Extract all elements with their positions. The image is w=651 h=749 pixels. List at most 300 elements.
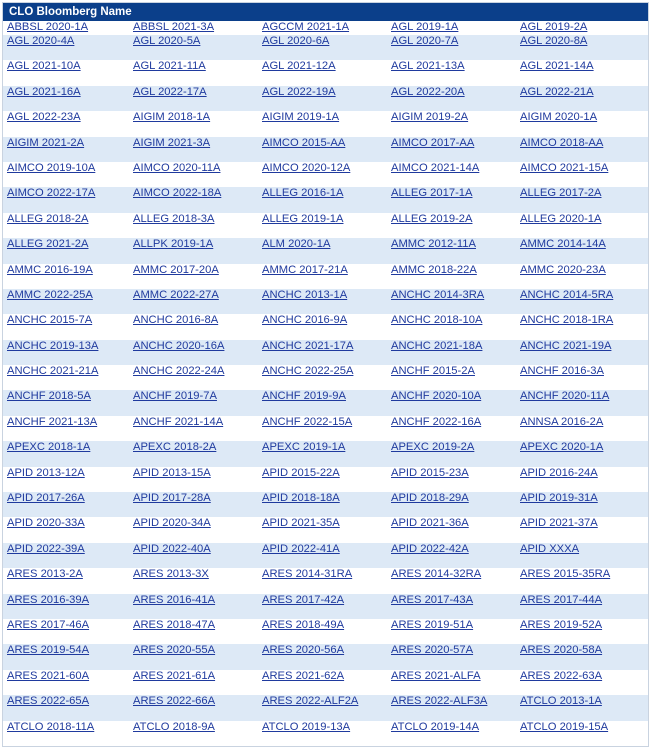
clo-name-link[interactable]: AIMCO 2019-10A [7, 161, 96, 174]
table-cell [387, 670, 516, 683]
clo-name-link[interactable]: ABBSL 2020-1A [7, 21, 89, 33]
clo-name-link[interactable]: AGL 2021-14A [520, 60, 594, 73]
clo-name-link[interactable]: ARES 2013-3X [133, 568, 209, 581]
table-cell [387, 543, 516, 556]
clo-name-link[interactable]: AIGIM 2018-1A [133, 111, 211, 124]
table-cell [3, 238, 129, 251]
table-cell [387, 619, 516, 632]
table-row [3, 60, 648, 85]
clo-name-link[interactable]: ATCLO 2019-13A [262, 720, 351, 733]
table-cell [258, 543, 387, 556]
clo-name-link[interactable]: ARES 2015-35RA [520, 568, 611, 581]
table-cell [516, 492, 648, 505]
table-cell [129, 340, 258, 353]
table-cell [3, 264, 129, 277]
table-cell [258, 390, 387, 403]
clo-name-link[interactable]: APID 2016-24A [520, 466, 598, 479]
table-cell [516, 314, 648, 327]
table-cell [3, 517, 129, 530]
clo-name-link[interactable]: AIMCO 2022-17A [7, 187, 96, 200]
clo-name-link[interactable]: ANCHC 2013-1A [262, 288, 348, 301]
table-cell [516, 213, 648, 226]
clo-name-link[interactable]: APID 2022-40A [133, 542, 211, 555]
clo-name-link[interactable]: ANCHF 2020-11A [520, 390, 610, 403]
table-row [3, 594, 648, 619]
clo-name-link[interactable]: ARES 2020-55A [133, 644, 216, 657]
table-cell [129, 314, 258, 327]
table-cell [258, 187, 387, 200]
table-cell [129, 644, 258, 657]
clo-name-link[interactable]: ALLEG 2019-1A [262, 212, 344, 225]
clo-name-link[interactable]: ANCHC 2021-18A [391, 339, 483, 352]
table-cell [516, 467, 648, 480]
clo-name-link[interactable]: AGCCM 2021-1A [262, 21, 350, 33]
table-cell [387, 314, 516, 327]
table-row [3, 441, 648, 466]
clo-name-link[interactable]: ANCHC 2022-24A [133, 365, 225, 378]
table-cell [516, 60, 648, 73]
clo-name-link[interactable]: AIMCO 2020-11A [133, 161, 221, 174]
clo-name-link[interactable]: ANCHC 2016-8A [133, 314, 219, 327]
table-cell [3, 721, 129, 734]
clo-name-link[interactable]: ARES 2019-52A [520, 618, 603, 631]
table-cell [129, 517, 258, 530]
table-row [3, 289, 648, 314]
clo-name-link[interactable]: APID XXXA [520, 542, 580, 555]
table-row [3, 238, 648, 263]
clo-name-link[interactable]: ALLEG 2019-2A [391, 212, 473, 225]
table-cell [3, 441, 129, 454]
table-cell [258, 416, 387, 429]
table-row [3, 619, 648, 644]
clo-name-link[interactable]: APID 2021-37A [520, 517, 598, 530]
table-cell [516, 238, 648, 251]
clo-name-link[interactable]: APEXC 2020-1A [520, 441, 604, 454]
table-cell [129, 365, 258, 378]
table-cell [258, 721, 387, 734]
clo-name-link[interactable]: APID 2018-18A [262, 492, 340, 505]
clo-name-link[interactable]: ARES 2014-32RA [391, 568, 482, 581]
table-cell [258, 568, 387, 581]
table-cell [258, 137, 387, 150]
table-cell [387, 467, 516, 480]
clo-name-link[interactable]: ARES 2017-44A [520, 593, 603, 606]
table-cell [516, 517, 648, 530]
clo-name-link[interactable]: ARES 2021-ALFA [391, 669, 481, 682]
clo-name-link[interactable]: ANCHC 2022-25A [262, 365, 354, 378]
clo-name-link[interactable]: ARES 2021-60A [7, 669, 90, 682]
table-row [3, 162, 648, 187]
clo-name-link[interactable]: ARES 2018-47A [133, 618, 216, 631]
table-cell [3, 594, 129, 607]
table-row [3, 213, 648, 238]
clo-name-link[interactable]: APID 2013-15A [133, 466, 211, 479]
clo-name-link[interactable]: ANCHC 2016-9A [262, 314, 348, 327]
table-cell [516, 365, 648, 378]
table-cell [3, 390, 129, 403]
clo-name-link[interactable]: ANCHC 2018-10A [391, 314, 483, 327]
clo-name-link[interactable]: AIMCO 2021-15A [520, 161, 609, 174]
table-cell [387, 390, 516, 403]
clo-name-link[interactable]: ARES 2014-31RA [262, 568, 353, 581]
clo-name-link[interactable]: AIGIM 2021-2A [7, 136, 85, 149]
clo-name-link[interactable]: APEXC 2018-2A [133, 441, 217, 454]
table-cell [258, 21, 387, 34]
clo-name-link[interactable]: AMMC 2017-21A [262, 263, 348, 276]
table-cell [516, 187, 648, 200]
table-cell [387, 289, 516, 302]
table-cell [3, 213, 129, 226]
clo-name-link[interactable]: AGL 2021-10A [7, 60, 81, 73]
clo-name-link[interactable]: ARES 2020-57A [391, 644, 474, 657]
table-cell [129, 289, 258, 302]
clo-name-link[interactable]: AGL 2021-13A [391, 60, 465, 73]
table-cell [387, 492, 516, 505]
clo-name-link[interactable]: APID 2015-23A [391, 466, 469, 479]
clo-name-link[interactable]: APID 2015-22A [262, 466, 340, 479]
clo-name-link[interactable]: APEXC 2018-1A [7, 441, 91, 454]
table-cell [516, 670, 648, 683]
clo-name-link[interactable]: AGL 2022-17A [133, 85, 207, 98]
table-cell [516, 111, 648, 124]
clo-name-link[interactable]: APID 2017-28A [133, 492, 211, 505]
clo-name-link[interactable]: ANCHF 2021-13A [7, 415, 98, 428]
clo-name-link[interactable]: AIGIM 2021-3A [133, 136, 211, 149]
clo-name-link[interactable]: AIMCO 2018-AA [520, 136, 604, 149]
table-cell [258, 619, 387, 632]
clo-name-link[interactable]: AMMC 2022-27A [133, 288, 219, 301]
table-cell [3, 467, 129, 480]
table-cell [129, 137, 258, 150]
table-row [3, 517, 648, 542]
table-cell [387, 86, 516, 99]
clo-name-link[interactable]: APID 2019-31A [520, 492, 598, 505]
table-cell [516, 21, 648, 34]
clo-name-link[interactable]: ARES 2017-46A [7, 618, 90, 631]
clo-name-link[interactable]: ALLPK 2019-1A [133, 238, 214, 251]
clo-name-link[interactable]: APID 2020-34A [133, 517, 211, 530]
table-cell [387, 365, 516, 378]
table-cell [258, 264, 387, 277]
clo-name-link[interactable]: ARES 2020-56A [262, 644, 345, 657]
clo-name-link[interactable]: ARES 2017-43A [391, 593, 474, 606]
clo-name-link[interactable]: ANCHF 2015-2A [391, 365, 475, 378]
clo-name-link[interactable]: ARES 2013-2A [7, 568, 83, 581]
clo-name-link[interactable]: ALLEG 2018-3A [133, 212, 215, 225]
table-cell [516, 137, 648, 150]
clo-name-link[interactable]: ARES 2022-ALF3A [391, 695, 488, 708]
clo-name-link[interactable]: AGL 2019-2A [520, 21, 588, 33]
table-cell [129, 416, 258, 429]
table-cell [3, 416, 129, 429]
table-cell [3, 619, 129, 632]
clo-name-link[interactable]: AIMCO 2020-12A [262, 161, 351, 174]
clo-name-link[interactable]: ALLEG 2018-2A [7, 212, 89, 225]
table-cell [129, 162, 258, 175]
table-row [3, 137, 648, 162]
table-cell [258, 670, 387, 683]
table-row [3, 390, 648, 415]
clo-name-link[interactable]: AGL 2020-6A [262, 35, 330, 47]
table-row [3, 35, 648, 60]
clo-name-link[interactable]: ABBSL 2021-3A [133, 21, 215, 33]
clo-name-link[interactable]: AGL 2022-21A [520, 85, 594, 98]
clo-name-link[interactable]: ALLEG 2017-2A [520, 187, 602, 200]
clo-name-link[interactable]: ATCLO 2019-14A [391, 720, 480, 733]
clo-name-link[interactable]: ARES 2019-54A [7, 644, 90, 657]
clo-name-link[interactable]: AGL 2020-8A [520, 35, 588, 47]
table-cell [3, 21, 129, 34]
clo-name-link[interactable]: ARES 2018-49A [262, 618, 345, 631]
table-cell [3, 644, 129, 657]
clo-name-link[interactable]: AIMCO 2017-AA [391, 136, 475, 149]
clo-name-link[interactable]: APID 2018-29A [391, 492, 469, 505]
clo-name-link[interactable]: ANCHF 2018-5A [7, 390, 91, 403]
table-row [3, 721, 648, 746]
clo-name-link[interactable]: ANCHC 2015-7A [7, 314, 93, 327]
clo-name-link[interactable]: ARES 2016-41A [133, 593, 216, 606]
table-header: CLO Bloomberg Name [3, 3, 648, 21]
clo-name-link[interactable]: AIGIM 2019-1A [262, 111, 340, 124]
table-row [3, 416, 648, 441]
table-cell [516, 721, 648, 734]
table-body [3, 21, 648, 746]
table-cell [387, 35, 516, 48]
table-cell [258, 35, 387, 48]
clo-name-link[interactable]: AGL 2021-12A [262, 60, 336, 73]
table-row [3, 340, 648, 365]
table-cell [3, 162, 129, 175]
table-row [3, 670, 648, 695]
table-cell [129, 543, 258, 556]
table-cell [3, 60, 129, 73]
table-cell [258, 492, 387, 505]
table-cell [3, 670, 129, 683]
clo-name-link[interactable]: AMMC 2018-22A [391, 263, 477, 276]
clo-name-link[interactable]: AGL 2019-1A [391, 21, 459, 33]
table-cell [258, 289, 387, 302]
table-cell [387, 162, 516, 175]
clo-name-link[interactable]: APEXC 2019-1A [262, 441, 346, 454]
clo-name-link[interactable]: ANCHF 2019-9A [262, 390, 346, 403]
clo-name-link[interactable]: AMMC 2012-11A [391, 238, 476, 251]
table-cell [516, 86, 648, 99]
clo-name-link[interactable]: AGL 2021-16A [7, 85, 81, 98]
clo-name-link[interactable]: AGL 2022-19A [262, 85, 336, 98]
table-cell [516, 162, 648, 175]
table-cell [516, 619, 648, 632]
table-cell [129, 721, 258, 734]
clo-name-link[interactable]: ANCHF 2016-3A [520, 365, 604, 378]
table-cell [258, 111, 387, 124]
table-cell [129, 670, 258, 683]
table-row [3, 695, 648, 720]
clo-name-link[interactable]: ANNSA 2016-2A [520, 415, 604, 428]
clo-name-link[interactable]: APID 2020-33A [7, 517, 85, 530]
table-cell [387, 568, 516, 581]
clo-name-link[interactable]: ARES 2022-66A [133, 695, 216, 708]
clo-name-link[interactable]: ANCHC 2018-1RA [520, 314, 614, 327]
table-cell [387, 594, 516, 607]
clo-name-link[interactable]: ATCLO 2018-11A [7, 720, 95, 733]
clo-name-link[interactable]: ARES 2021-62A [262, 669, 345, 682]
table-row [3, 365, 648, 390]
table-cell [129, 441, 258, 454]
clo-name-link[interactable]: ARES 2021-61A [133, 669, 216, 682]
table-cell [3, 111, 129, 124]
clo-name-link[interactable]: ALLEG 2016-1A [262, 187, 344, 200]
clo-name-link[interactable]: ALM 2020-1A [262, 238, 331, 251]
table-cell [258, 695, 387, 708]
table-cell [129, 390, 258, 403]
table-cell [387, 695, 516, 708]
clo-name-link[interactable]: ARES 2022-65A [7, 695, 90, 708]
clo-name-link[interactable]: AMMC 2014-14A [520, 238, 606, 251]
table-cell [3, 187, 129, 200]
table-cell [387, 416, 516, 429]
table-cell [258, 162, 387, 175]
table-cell [129, 213, 258, 226]
clo-name-link[interactable]: ANCHC 2020-16A [133, 339, 225, 352]
clo-name-link[interactable]: ARES 2017-42A [262, 593, 345, 606]
table-cell [516, 594, 648, 607]
table-cell [3, 543, 129, 556]
clo-name-link[interactable]: AIMCO 2022-18A [133, 187, 222, 200]
clo-name-link[interactable]: AIGIM 2019-2A [391, 111, 469, 124]
table-cell [387, 644, 516, 657]
clo-name-link[interactable]: APID 2021-35A [262, 517, 340, 530]
clo-name-link[interactable]: ANCHC 2014-3RA [391, 288, 485, 301]
table-cell [258, 86, 387, 99]
table-cell [3, 568, 129, 581]
clo-name-link[interactable]: ANCHC 2021-17A [262, 339, 354, 352]
clo-name-link[interactable]: AIGIM 2020-1A [520, 111, 598, 124]
table-cell [3, 289, 129, 302]
clo-name-link[interactable]: AIMCO 2021-14A [391, 161, 480, 174]
table-cell [258, 213, 387, 226]
table-cell [258, 340, 387, 353]
clo-name-link[interactable]: AIMCO 2015-AA [262, 136, 346, 149]
clo-name-link[interactable]: AMMC 2022-25A [7, 288, 93, 301]
table-cell [516, 644, 648, 657]
clo-name-link[interactable]: APID 2013-12A [7, 466, 85, 479]
clo-name-link[interactable]: AGL 2020-4A [7, 35, 75, 47]
clo-name-link[interactable]: APID 2022-42A [391, 542, 469, 555]
clo-name-link[interactable]: ANCHC 2019-13A [7, 339, 99, 352]
table-cell [516, 340, 648, 353]
clo-name-link[interactable]: ANCHF 2021-14A [133, 415, 224, 428]
table-cell [387, 238, 516, 251]
clo-name-link[interactable]: AGL 2021-11A [133, 60, 206, 73]
table-cell [258, 60, 387, 73]
table-cell [258, 594, 387, 607]
table-cell [258, 467, 387, 480]
table-cell [129, 35, 258, 48]
clo-name-link[interactable]: AMMC 2016-19A [7, 263, 93, 276]
clo-name-link[interactable]: APID 2022-41A [262, 542, 340, 555]
clo-name-link[interactable]: APID 2021-36A [391, 517, 469, 530]
clo-name-link[interactable]: AGL 2020-7A [391, 35, 459, 47]
table-cell [387, 721, 516, 734]
table-cell [129, 492, 258, 505]
table-cell [258, 441, 387, 454]
clo-name-link[interactable]: AGL 2022-20A [391, 85, 465, 98]
table-cell [258, 238, 387, 251]
clo-name-link[interactable]: AMMC 2020-23A [520, 263, 606, 276]
table-cell [129, 21, 258, 34]
table-row [3, 111, 648, 136]
table-cell [129, 467, 258, 480]
clo-name-link[interactable]: AMMC 2017-20A [133, 263, 219, 276]
clo-name-link[interactable]: AGL 2020-5A [133, 35, 201, 47]
clo-name-link[interactable]: ARES 2019-51A [391, 618, 474, 631]
table-row [3, 644, 648, 669]
clo-name-link[interactable]: ATCLO 2019-15A [520, 720, 609, 733]
table-cell [258, 365, 387, 378]
clo-name-link[interactable]: APID 2022-39A [7, 542, 85, 555]
table-cell [387, 441, 516, 454]
clo-name-link[interactable]: ARES 2016-39A [7, 593, 90, 606]
clo-name-link[interactable]: ANCHF 2020-10A [391, 390, 482, 403]
table-cell [129, 187, 258, 200]
table-cell [3, 695, 129, 708]
table-row [3, 86, 648, 111]
table-cell [129, 238, 258, 251]
table-cell [387, 340, 516, 353]
table-cell [258, 314, 387, 327]
clo-name-link[interactable]: ANCHC 2014-5RA [520, 288, 614, 301]
clo-name-link[interactable]: ATCLO 2018-9A [133, 720, 215, 733]
table-cell [387, 21, 516, 34]
table-cell [129, 111, 258, 124]
table-cell [516, 416, 648, 429]
table-cell [516, 289, 648, 302]
clo-name-link[interactable]: APEXC 2019-2A [391, 441, 475, 454]
table-cell [516, 264, 648, 277]
clo-name-link[interactable]: ARES 2022-63A [520, 669, 603, 682]
clo-name-link[interactable]: ALLEG 2020-1A [520, 212, 602, 225]
clo-name-link[interactable]: ANCHF 2022-15A [262, 415, 353, 428]
clo-name-link[interactable]: ALLEG 2017-1A [391, 187, 473, 200]
table-cell [387, 264, 516, 277]
table-cell [516, 543, 648, 556]
table-cell [3, 35, 129, 48]
clo-name-link[interactable]: AGL 2022-23A [7, 111, 81, 124]
clo-name-link[interactable]: ANCHF 2022-16A [391, 415, 482, 428]
table-row [3, 264, 648, 289]
table-row [3, 467, 648, 492]
table-cell [3, 137, 129, 150]
clo-name-link[interactable]: ALLEG 2021-2A [7, 238, 89, 251]
clo-name-link[interactable]: ANCHC 2021-21A [7, 365, 99, 378]
table-cell [387, 187, 516, 200]
table-row [3, 543, 648, 568]
table-row [3, 21, 648, 35]
table-cell [387, 517, 516, 530]
table-cell [129, 264, 258, 277]
table-cell [387, 137, 516, 150]
clo-name-link[interactable]: ARES 2020-58A [520, 644, 603, 657]
table-row [3, 314, 648, 339]
clo-name-link[interactable]: ANCHC 2021-19A [520, 339, 612, 352]
table-cell [3, 340, 129, 353]
clo-name-link[interactable]: ARES 2022-ALF2A [262, 695, 359, 708]
clo-name-link[interactable]: ANCHF 2019-7A [133, 390, 217, 403]
table-cell [516, 695, 648, 708]
clo-name-link[interactable]: APID 2017-26A [7, 492, 85, 505]
clo-name-link[interactable]: ATCLO 2013-1A [520, 695, 602, 708]
table-cell [387, 60, 516, 73]
